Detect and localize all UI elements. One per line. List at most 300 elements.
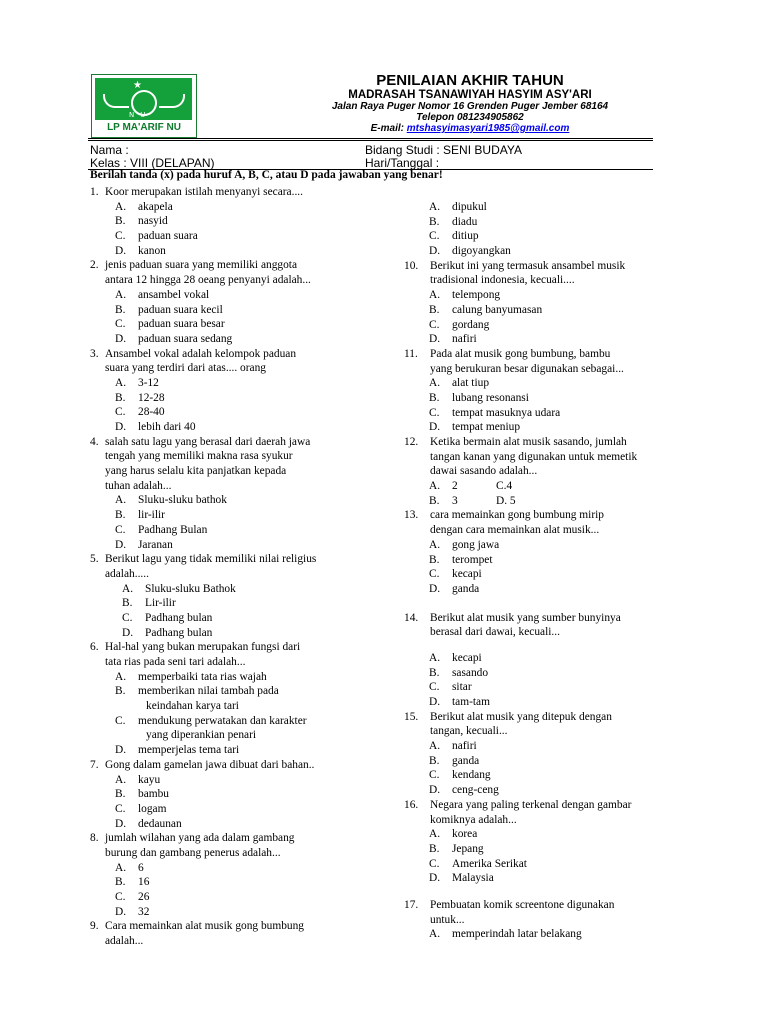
option-letter: C. bbox=[429, 318, 440, 331]
option-letter: D. bbox=[115, 817, 127, 830]
question-text-line bbox=[90, 919, 390, 934]
question-number: 2. bbox=[90, 259, 99, 272]
option-letter: B. bbox=[115, 509, 126, 522]
option-letter: A. bbox=[429, 928, 441, 941]
question-text: tengah yang memiliki makna rasa syukur bbox=[105, 450, 293, 463]
option-row bbox=[90, 905, 390, 920]
option-letter: C. bbox=[122, 611, 133, 624]
question-text: adalah... bbox=[105, 935, 144, 948]
option-text: Lir-ilir bbox=[145, 597, 176, 610]
question-text-line bbox=[90, 273, 390, 288]
option-letter: B. bbox=[429, 215, 440, 228]
option-letter: A. bbox=[115, 494, 127, 507]
question-text-line bbox=[404, 611, 704, 626]
question-number: 4. bbox=[90, 435, 99, 448]
question-q9opts bbox=[404, 200, 704, 259]
option-text: alat tiup bbox=[452, 377, 490, 390]
option-row bbox=[90, 303, 390, 318]
option-row bbox=[90, 405, 390, 420]
question-text-line bbox=[404, 625, 704, 640]
option-letter: C. bbox=[115, 523, 126, 536]
question-text-line bbox=[404, 913, 704, 928]
question-number: 5. bbox=[90, 553, 99, 566]
option-text: mendukung perwatakan dan karakter bbox=[138, 714, 307, 727]
option-row bbox=[90, 200, 390, 215]
option-letter: B. bbox=[115, 876, 126, 889]
question-text: dengan cara memainkan alat musik... bbox=[430, 524, 600, 537]
option-row bbox=[90, 626, 390, 641]
question-text: Koor merupakan istilah menyanyi secara.... bbox=[105, 186, 304, 198]
question-text: tata rias pada seni tari adalah... bbox=[105, 656, 246, 668]
option-letter: A. bbox=[122, 582, 134, 595]
option-text: Sluku-sluku Bathok bbox=[145, 582, 236, 595]
school-phone: Telepon 081234905862 bbox=[416, 112, 524, 123]
option-letter: A. bbox=[429, 651, 441, 664]
option-text: gordang bbox=[452, 318, 490, 331]
question-number: 14. bbox=[404, 611, 419, 624]
option-letter: D. bbox=[115, 332, 127, 345]
option-row bbox=[90, 861, 390, 876]
option-text: korea bbox=[452, 828, 478, 841]
option-letter: A. bbox=[115, 773, 127, 786]
option-text: dipukul bbox=[452, 201, 487, 213]
question-text: yang berukuran besar digunakan sebagai... bbox=[430, 362, 624, 375]
hari-tanggal-field: Hari/Tanggal : bbox=[365, 156, 440, 170]
question-text: Berikut alat musik yang sumber bunyinya bbox=[430, 611, 621, 624]
school-name: MADRASAH TSANAWIYAH HASYIM ASY'ARI bbox=[348, 89, 592, 101]
option-letter: B. bbox=[122, 597, 133, 610]
option-row bbox=[404, 927, 704, 942]
option-letter: B. bbox=[115, 215, 126, 228]
option-row bbox=[404, 538, 704, 553]
question-q5 bbox=[90, 552, 390, 640]
question-text: untuk... bbox=[430, 913, 465, 926]
option-row bbox=[90, 538, 390, 553]
question-text-line bbox=[90, 934, 390, 949]
question-q12 bbox=[404, 435, 704, 508]
option-letter: A. bbox=[429, 480, 441, 493]
question-text: adalah..... bbox=[105, 567, 149, 580]
option-row bbox=[90, 670, 390, 685]
question-q3 bbox=[90, 347, 390, 435]
question-number: 15. bbox=[404, 710, 419, 723]
question-text-line bbox=[90, 435, 390, 450]
option-letter: D. bbox=[122, 626, 134, 639]
question-number: 16. bbox=[404, 798, 419, 811]
question-text-line bbox=[90, 655, 390, 670]
option-letter: D. bbox=[429, 333, 441, 346]
option-text: nasyid bbox=[138, 215, 168, 228]
option-text: 12-28 bbox=[138, 391, 165, 404]
question-text: tradisional indonesia, kecuali.... bbox=[430, 274, 575, 287]
option-text: yang diperankian penari bbox=[146, 729, 257, 742]
question-q11 bbox=[404, 347, 704, 435]
question-text: Berikut ini yang termasuk ansambel musik bbox=[430, 259, 626, 272]
question-text: komiknya adalah... bbox=[430, 813, 517, 826]
question-q1 bbox=[90, 185, 390, 258]
question-text: burung dan gambang penerus adalah... bbox=[105, 846, 281, 859]
option-row bbox=[404, 651, 704, 666]
option-letter: A. bbox=[429, 740, 441, 753]
question-text-line bbox=[404, 273, 704, 288]
option-row bbox=[404, 420, 704, 435]
exam-title: PENILAIAN AKHIR TAHUN bbox=[376, 72, 564, 89]
option-row bbox=[404, 288, 704, 303]
option-letter: C. bbox=[115, 318, 126, 331]
option-letter: A. bbox=[115, 376, 127, 389]
option-row bbox=[404, 229, 704, 244]
option-row bbox=[404, 768, 704, 783]
option-text: tempat meniup bbox=[452, 421, 521, 434]
option-letter: C. bbox=[115, 406, 126, 419]
option-letter: D. bbox=[429, 784, 441, 797]
option-row bbox=[404, 391, 704, 406]
question-text: yang harus selalu kita panjatkan kepada bbox=[105, 465, 287, 478]
question-number: 17. bbox=[404, 898, 419, 911]
question-text: Hal-hal yang bukan merupakan fungsi dari bbox=[105, 641, 301, 654]
question-text-line bbox=[90, 552, 390, 567]
option-letter: A. bbox=[115, 670, 127, 683]
option-text: ditiup bbox=[452, 230, 479, 243]
option-text: memperindah latar belakang bbox=[452, 928, 582, 941]
option-text: Jaranan bbox=[138, 538, 173, 551]
option-letter: B. bbox=[429, 842, 440, 855]
question-text-line bbox=[90, 449, 390, 464]
option-letter: B. bbox=[429, 391, 440, 404]
question-text: tangan, kecuali... bbox=[430, 725, 508, 738]
option-letter: B. bbox=[115, 303, 126, 316]
question-q17 bbox=[404, 898, 704, 942]
nama-field: Nama : bbox=[90, 143, 129, 157]
option-letter: D. bbox=[115, 421, 127, 433]
option-row bbox=[90, 244, 390, 259]
question-text-line bbox=[404, 710, 704, 725]
question-text: Ketika bermain alat musik sasando, jumlah bbox=[430, 436, 627, 448]
option-text: 2 bbox=[452, 480, 458, 493]
option-letter: A. bbox=[429, 289, 441, 302]
option-text: memperbaiki tata rias wajah bbox=[138, 670, 267, 683]
header-divider bbox=[88, 138, 653, 139]
question-text-line bbox=[404, 898, 704, 913]
option-letter: A. bbox=[429, 538, 441, 551]
question-text: Negara yang paling terkenal dengan gambar bbox=[430, 798, 632, 811]
question-text-line bbox=[404, 259, 704, 274]
option-letter: D. bbox=[429, 421, 441, 434]
left-column bbox=[90, 185, 390, 949]
question-text: Cara memainkan alat musik gong bumbung bbox=[105, 920, 304, 933]
option-text: ansambel vokal bbox=[138, 288, 210, 301]
option-row bbox=[404, 857, 704, 872]
option-row bbox=[404, 582, 704, 597]
option-text: keindahan karya tari bbox=[146, 700, 239, 713]
option-text: kendang bbox=[452, 769, 491, 782]
question-text-line bbox=[90, 640, 390, 655]
option-letter: A. bbox=[115, 861, 127, 874]
option-row bbox=[90, 493, 390, 508]
option-text: lir-ilir bbox=[138, 509, 165, 522]
question-text-line bbox=[404, 362, 704, 377]
option-letter: D. bbox=[429, 696, 441, 708]
option-text: 16 bbox=[138, 876, 150, 889]
option-text: ganda bbox=[452, 754, 480, 767]
option-row bbox=[404, 754, 704, 769]
option-row bbox=[90, 288, 390, 303]
question-text-line bbox=[90, 361, 390, 376]
question-number: 8. bbox=[90, 832, 99, 845]
option-row bbox=[404, 783, 704, 798]
question-text-line bbox=[404, 508, 704, 523]
option-row-pair bbox=[404, 479, 704, 494]
question-number: 11. bbox=[404, 347, 418, 360]
question-q13 bbox=[404, 508, 704, 596]
option-text: paduan suara besar bbox=[138, 318, 225, 331]
option-text: lubang resonansi bbox=[452, 391, 529, 404]
option-text: Padhang Bulan bbox=[138, 523, 208, 536]
question-text-line bbox=[404, 798, 704, 813]
option-text: memperjelas tema tari bbox=[138, 744, 240, 757]
option-row bbox=[90, 508, 390, 523]
option-row bbox=[404, 303, 704, 318]
question-text-line bbox=[90, 479, 390, 494]
option-row bbox=[90, 773, 390, 788]
option-text: ceng-ceng bbox=[452, 784, 499, 797]
option-row bbox=[90, 728, 390, 743]
option-text: dedaunan bbox=[138, 817, 182, 830]
option-text: akapela bbox=[138, 200, 173, 213]
question-text: Pada alat musik gong bumbung, bambu bbox=[430, 347, 611, 360]
option-text: diadu bbox=[452, 215, 478, 228]
option-row bbox=[90, 229, 390, 244]
option-letter: D. bbox=[429, 872, 441, 885]
question-text: Ansambel vokal adalah kelompok paduan bbox=[105, 347, 297, 360]
bidang-studi: Bidang Studi : SENI BUDAYA bbox=[365, 143, 522, 157]
question-q8 bbox=[90, 831, 390, 919]
option-row bbox=[90, 787, 390, 802]
option-text-second: D. 5 bbox=[496, 494, 516, 507]
question-text: tuhan adalah... bbox=[105, 479, 172, 492]
option-row bbox=[90, 332, 390, 347]
question-text: Pembuatan komik screentone digunakan bbox=[430, 898, 615, 911]
question-q4 bbox=[90, 435, 390, 553]
option-row bbox=[90, 714, 390, 729]
option-text: telempong bbox=[452, 289, 501, 302]
option-letter: C. bbox=[429, 568, 440, 581]
question-number: 10. bbox=[404, 259, 419, 272]
option-row bbox=[404, 567, 704, 582]
option-letter: A. bbox=[429, 377, 441, 390]
option-row bbox=[90, 596, 390, 611]
email-link[interactable]: mtshasyimasyari1985@gmail.com bbox=[406, 123, 570, 134]
option-row bbox=[404, 215, 704, 230]
kelas-field: Kelas : VIII (DELAPAN) bbox=[90, 156, 215, 170]
option-letter: A. bbox=[115, 288, 127, 301]
option-text: sasando bbox=[452, 666, 489, 679]
option-text: paduan suara bbox=[138, 230, 198, 243]
question-number: 12. bbox=[404, 436, 419, 448]
question-text: Berikut lagu yang tidak memiliki nilai religius bbox=[105, 553, 317, 566]
question-text-line bbox=[404, 464, 704, 479]
question-text-line bbox=[90, 347, 390, 362]
option-letter: B. bbox=[115, 788, 126, 801]
option-text: kecapi bbox=[452, 651, 482, 664]
question-text: jumlah wilahan yang ada dalam gambang bbox=[105, 832, 295, 845]
option-row bbox=[90, 890, 390, 905]
question-number: 6. bbox=[90, 641, 99, 654]
option-text: Jepang bbox=[452, 842, 484, 855]
option-letter: A. bbox=[115, 200, 127, 213]
option-letter: C. bbox=[115, 802, 126, 815]
option-text: Amerika Serikat bbox=[452, 857, 527, 870]
option-letter: C. bbox=[115, 230, 126, 243]
question-number: 3. bbox=[90, 347, 99, 360]
question-text-line bbox=[90, 185, 390, 200]
option-letter: B. bbox=[429, 494, 440, 507]
school-email-line bbox=[290, 123, 650, 134]
option-letter: B. bbox=[429, 754, 440, 767]
option-text: 6 bbox=[138, 861, 144, 874]
question-text: salah satu lagu yang berasal dari daerah jawa bbox=[105, 435, 311, 448]
option-text: tempat masuknya udara bbox=[452, 406, 561, 419]
option-row bbox=[90, 317, 390, 332]
option-text: Malaysia bbox=[452, 872, 494, 885]
option-letter: B. bbox=[115, 685, 126, 698]
lp-maarif-nu-logo bbox=[91, 74, 197, 138]
option-row bbox=[90, 391, 390, 406]
option-text: ganda bbox=[452, 582, 480, 595]
option-text: paduan suara sedang bbox=[138, 332, 233, 345]
option-row bbox=[90, 376, 390, 391]
question-text-line bbox=[90, 258, 390, 273]
question-q7 bbox=[90, 758, 390, 831]
option-letter: C. bbox=[429, 769, 440, 782]
option-letter: C. bbox=[115, 714, 126, 727]
option-text: kecapi bbox=[452, 568, 482, 581]
option-text: paduan suara kecil bbox=[138, 303, 223, 316]
question-q9 bbox=[90, 919, 390, 948]
option-text: bambu bbox=[138, 788, 170, 801]
option-letter: D. bbox=[115, 744, 127, 757]
option-row bbox=[404, 244, 704, 259]
option-row bbox=[404, 695, 704, 710]
email-label: E-mail: bbox=[370, 123, 407, 134]
question-q15 bbox=[404, 710, 704, 798]
question-text: Berikut alat musik yang ditepuk dengan bbox=[430, 710, 612, 723]
option-text: 32 bbox=[138, 905, 150, 918]
option-letter: D. bbox=[429, 245, 441, 258]
option-letter: C. bbox=[429, 681, 440, 694]
option-text: Sluku-sluku bathok bbox=[138, 494, 227, 507]
question-q14 bbox=[404, 611, 704, 710]
option-row bbox=[404, 827, 704, 842]
option-text: 26 bbox=[138, 891, 150, 903]
option-row bbox=[404, 553, 704, 568]
school-address: Jalan Raya Puger Nomor 16 Grenden Puger Jember 68164 bbox=[331, 101, 609, 112]
option-letter: D. bbox=[115, 538, 127, 551]
option-text: Padhang bulan bbox=[145, 611, 213, 624]
option-row bbox=[90, 523, 390, 538]
option-text: Padhang bulan bbox=[145, 626, 213, 639]
question-q10 bbox=[404, 259, 704, 347]
option-letter: B. bbox=[429, 553, 440, 566]
option-text: 28-40 bbox=[138, 406, 165, 419]
option-row bbox=[90, 817, 390, 832]
instruction: Berilah tanda (x) pada huruf A, B, C, atau D pada jawaban yang benar! bbox=[90, 169, 443, 181]
option-letter: D. bbox=[115, 905, 127, 918]
header-divider-thin bbox=[88, 140, 653, 141]
question-number: 9. bbox=[90, 920, 99, 933]
option-text-second: C.4 bbox=[496, 480, 513, 493]
option-text: logam bbox=[138, 802, 167, 815]
option-row bbox=[90, 875, 390, 890]
question-text-line bbox=[90, 758, 390, 773]
option-row bbox=[404, 376, 704, 391]
option-text: 3 bbox=[452, 494, 458, 507]
option-text: terompet bbox=[452, 553, 493, 566]
question-number: 7. bbox=[90, 758, 99, 771]
option-row bbox=[90, 420, 390, 435]
option-letter: B. bbox=[429, 303, 440, 316]
option-text: calung banyumasan bbox=[452, 303, 543, 316]
option-letter: C. bbox=[429, 406, 440, 419]
option-row bbox=[404, 200, 704, 215]
option-letter: A. bbox=[429, 201, 441, 213]
option-row bbox=[404, 871, 704, 886]
question-text: tangan kanan yang digunakan untuk memetik bbox=[430, 450, 638, 463]
option-text: kayu bbox=[138, 773, 161, 786]
option-text: tam-tam bbox=[452, 696, 490, 708]
question-text-line bbox=[90, 567, 390, 582]
option-row bbox=[90, 699, 390, 714]
question-q6 bbox=[90, 640, 390, 758]
question-text-line bbox=[90, 846, 390, 861]
option-row bbox=[404, 739, 704, 754]
question-text: suara yang terdiri dari atas.... orang bbox=[105, 362, 266, 375]
option-row bbox=[90, 802, 390, 817]
question-text-line bbox=[404, 450, 704, 465]
question-text: dawai sasando adalah... bbox=[430, 465, 538, 478]
option-row bbox=[404, 842, 704, 857]
option-text: 3-12 bbox=[138, 376, 159, 389]
option-row bbox=[90, 611, 390, 626]
option-letter: C. bbox=[429, 230, 440, 243]
question-text: cara memainkan gong bumbung mirip bbox=[430, 509, 604, 522]
option-row bbox=[90, 582, 390, 597]
option-row bbox=[404, 318, 704, 333]
question-text-line bbox=[404, 523, 704, 538]
question-number: 13. bbox=[404, 509, 419, 522]
question-q16 bbox=[404, 798, 704, 886]
option-text: kanon bbox=[138, 244, 166, 257]
option-row bbox=[404, 332, 704, 347]
nu-emblem-icon: ★ NU bbox=[95, 78, 192, 120]
option-text: digoyangkan bbox=[452, 245, 511, 258]
option-letter: D. bbox=[429, 582, 441, 595]
option-row bbox=[90, 743, 390, 758]
question-text-line bbox=[404, 813, 704, 828]
question-text-line bbox=[404, 347, 704, 362]
question-text-line bbox=[90, 464, 390, 479]
option-letter: A. bbox=[429, 828, 441, 841]
question-text: antara 12 hingga 28 oeang penyanyi adalah... bbox=[105, 274, 311, 287]
option-row bbox=[404, 680, 704, 695]
option-letter: B. bbox=[429, 666, 440, 679]
question-text-line bbox=[404, 435, 704, 450]
question-text: jenis paduan suara yang memiliki anggota bbox=[105, 259, 298, 272]
option-row bbox=[90, 214, 390, 229]
question-text-line bbox=[404, 724, 704, 739]
option-text: nafiri bbox=[452, 740, 477, 753]
option-text: lebih dari 40 bbox=[138, 421, 196, 433]
